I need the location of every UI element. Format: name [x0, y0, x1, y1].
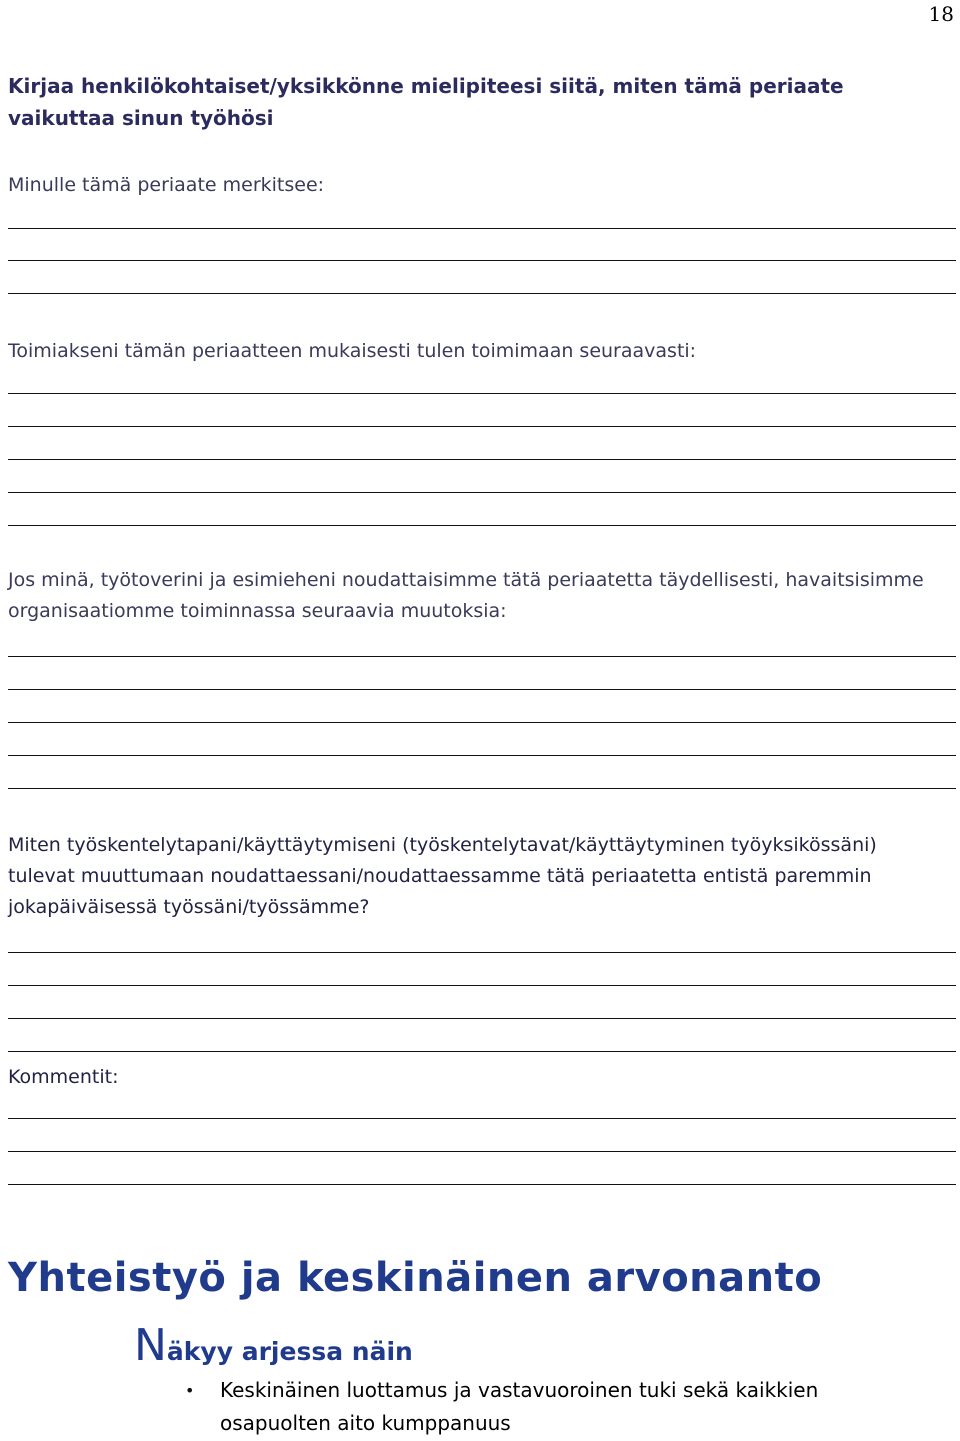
answer-line[interactable]	[8, 293, 956, 294]
answer-line[interactable]	[8, 1018, 956, 1019]
prompt-actions: Toimiakseni tämän periaatteen mukaisesti tulen toimimaan seuraavasti:	[8, 340, 697, 362]
answer-line[interactable]	[8, 952, 956, 953]
answer-line[interactable]	[8, 755, 956, 756]
bullet-item: Keskinäinen luottamus ja vastavuoroinen tuki sekä kaikkien osapuolten aito kumppanuus	[220, 1378, 819, 1435]
answer-line[interactable]	[8, 656, 956, 657]
subtitle-initial: N	[134, 1320, 167, 1371]
answer-line[interactable]	[8, 228, 956, 229]
page-number: 18	[928, 2, 954, 26]
answer-line[interactable]	[8, 459, 956, 460]
prompt-comments: Kommentit:	[8, 1066, 119, 1088]
answer-line[interactable]	[8, 689, 956, 690]
answer-line[interactable]	[8, 1151, 956, 1152]
section-subtitle	[134, 1320, 413, 1371]
answer-line[interactable]	[8, 1184, 956, 1185]
answer-line[interactable]	[8, 525, 956, 526]
prompt-changes: Jos minä, työtoverini ja esimieheni noudattaisimme tätä periaatetta täydellisesti, havaitsisimme organisaatiomme toiminnassa seuraavia muutoksia:	[8, 569, 924, 622]
prompt-work-methods: Miten työskentelytapani/käyttäytymiseni (työskentelytavat/käyttäytyminen työyksikössäni) tulevat muuttumaan noudattaessani/noudattaessamme tätä periaatetta entistä paremmin jokapäiväisessä työssäni/työssämme?	[8, 834, 877, 918]
subtitle-rest: äkyy arjessa näin	[166, 1337, 413, 1366]
section-title: Yhteistyö ja keskinäinen arvonanto	[8, 1255, 823, 1301]
answer-line[interactable]	[8, 426, 956, 427]
answer-line[interactable]	[8, 722, 956, 723]
answer-line[interactable]	[8, 260, 956, 261]
prompt-meaning: Minulle tämä periaate merkitsee:	[8, 174, 325, 196]
answer-line[interactable]	[8, 393, 956, 394]
bullet-icon: •	[185, 1381, 195, 1400]
answer-line[interactable]	[8, 492, 956, 493]
answer-line[interactable]	[8, 1118, 956, 1119]
answer-line[interactable]	[8, 985, 956, 986]
answer-line[interactable]	[8, 788, 956, 789]
answer-line[interactable]	[8, 1051, 956, 1052]
page-heading: Kirjaa henkilökohtaiset/yksikkönne mielipiteesi siitä, miten tämä periaate vaikuttaa sinun työhösi	[8, 74, 844, 130]
